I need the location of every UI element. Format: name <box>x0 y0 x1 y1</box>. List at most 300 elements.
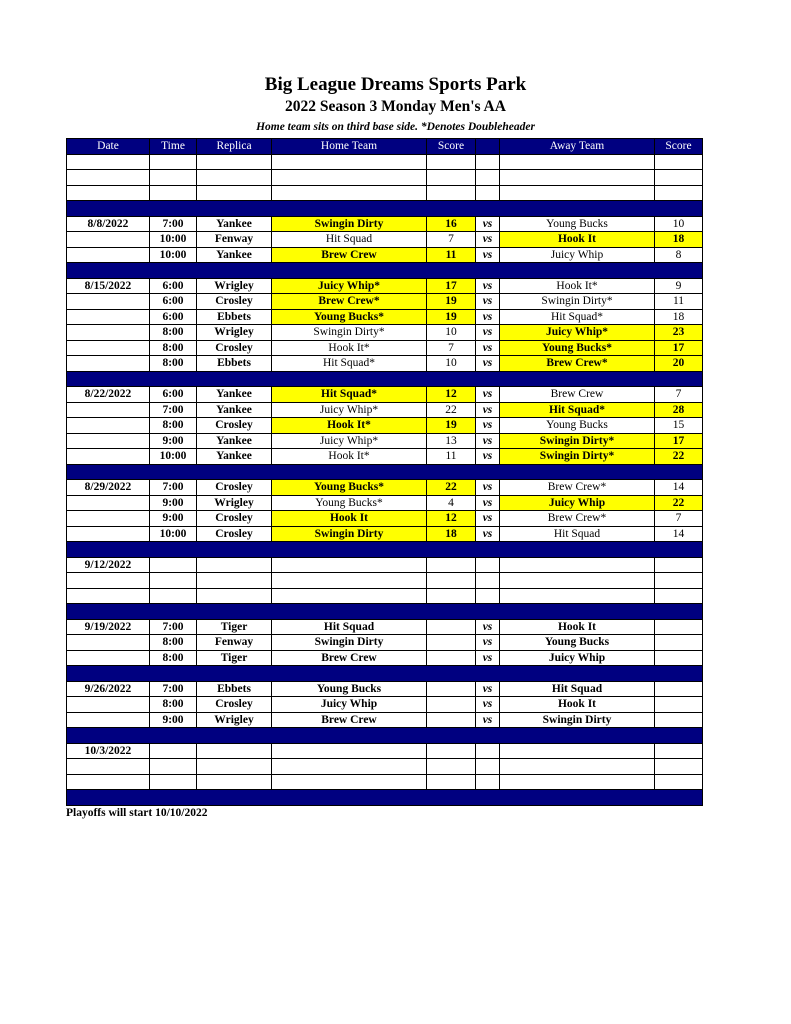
time-cell: 10:00 <box>150 232 197 248</box>
col-header-home-score: Score <box>427 139 476 155</box>
section-divider-row <box>67 666 703 682</box>
home-team-cell: Hook It* <box>272 418 427 434</box>
away-team-cell <box>500 759 655 775</box>
home-score-cell <box>427 743 476 759</box>
home-team-cell: Swingin Dirty <box>272 216 427 232</box>
date-cell <box>67 635 150 651</box>
home-team-cell: Brew Crew <box>272 712 427 728</box>
table-row <box>67 619 703 635</box>
home-score-cell: 19 <box>427 418 476 434</box>
home-score-cell <box>427 697 476 713</box>
section-divider <box>67 728 703 744</box>
away-score-cell <box>655 681 703 697</box>
away-team-cell <box>500 588 655 604</box>
away-score-cell: 14 <box>655 526 703 542</box>
date-cell <box>67 170 150 186</box>
time-cell: 8:00 <box>150 697 197 713</box>
away-score-cell: 10 <box>655 216 703 232</box>
replica-cell: Yankee <box>197 449 272 465</box>
replica-cell: Ebbets <box>197 681 272 697</box>
home-team-cell: Hit Squad <box>272 232 427 248</box>
away-score-cell: 22 <box>655 495 703 511</box>
replica-cell <box>197 588 272 604</box>
time-cell: 9:00 <box>150 511 197 527</box>
vs-cell: vs <box>476 418 500 434</box>
away-team-cell <box>500 743 655 759</box>
vs-cell: vs <box>476 232 500 248</box>
home-score-cell: 13 <box>427 433 476 449</box>
vs-cell: vs <box>476 387 500 403</box>
away-team-cell: Hook It <box>500 232 655 248</box>
time-cell: 7:00 <box>150 619 197 635</box>
table-row <box>67 526 703 542</box>
section-divider-row <box>67 728 703 744</box>
home-team-cell: Swingin Dirty <box>272 526 427 542</box>
home-score-cell: 7 <box>427 340 476 356</box>
table-row <box>67 294 703 310</box>
vs-cell: vs <box>476 294 500 310</box>
home-score-cell: 16 <box>427 216 476 232</box>
time-cell: 7:00 <box>150 402 197 418</box>
replica-cell <box>197 573 272 589</box>
playoffs-note: Playoffs will start 10/10/2022 <box>66 807 208 819</box>
date-cell <box>67 232 150 248</box>
date-cell <box>67 573 150 589</box>
table-header-row <box>67 139 703 155</box>
home-score-cell <box>427 557 476 573</box>
home-team-cell: Juicy Whip* <box>272 402 427 418</box>
vs-cell: vs <box>476 402 500 418</box>
home-team-cell: Juicy Whip* <box>272 433 427 449</box>
vs-cell: vs <box>476 325 500 341</box>
home-score-cell: 17 <box>427 278 476 294</box>
home-score-cell: 18 <box>427 526 476 542</box>
away-score-cell <box>655 573 703 589</box>
replica-cell: Yankee <box>197 247 272 263</box>
page-title: Big League Dreams Sports Park <box>264 74 527 95</box>
vs-cell: vs <box>476 697 500 713</box>
section-divider-row <box>67 542 703 558</box>
away-score-cell: 23 <box>655 325 703 341</box>
away-team-cell: Brew Crew* <box>500 511 655 527</box>
home-team-cell <box>272 759 427 775</box>
table-row <box>67 433 703 449</box>
home-team-cell <box>272 170 427 186</box>
table-row <box>67 247 703 263</box>
vs-cell <box>476 588 500 604</box>
time-cell: 8:00 <box>150 635 197 651</box>
replica-cell <box>197 759 272 775</box>
section-divider-row <box>67 371 703 387</box>
table-row <box>67 387 703 403</box>
home-score-cell <box>427 619 476 635</box>
date-cell <box>67 247 150 263</box>
home-team-cell <box>272 573 427 589</box>
replica-cell: Wrigley <box>197 495 272 511</box>
time-cell: 8:00 <box>150 325 197 341</box>
time-cell: 8:00 <box>150 418 197 434</box>
time-cell: 7:00 <box>150 681 197 697</box>
date-cell <box>67 356 150 372</box>
away-score-cell: 17 <box>655 340 703 356</box>
time-cell: 6:00 <box>150 387 197 403</box>
table-row <box>67 309 703 325</box>
replica-cell: Fenway <box>197 635 272 651</box>
section-divider <box>67 604 703 620</box>
away-score-cell <box>655 185 703 201</box>
replica-cell: Ebbets <box>197 309 272 325</box>
away-score-cell: 9 <box>655 278 703 294</box>
table-row <box>67 170 703 186</box>
home-team-cell: Young Bucks <box>272 681 427 697</box>
table-row <box>67 743 703 759</box>
time-cell: 10:00 <box>150 247 197 263</box>
away-score-cell <box>655 712 703 728</box>
away-team-cell <box>500 170 655 186</box>
date-cell <box>67 294 150 310</box>
section-divider <box>67 666 703 682</box>
away-team-cell: Hit Squad <box>500 526 655 542</box>
table-row <box>67 557 703 573</box>
date-cell: 8/8/2022 <box>67 216 150 232</box>
time-cell: 7:00 <box>150 216 197 232</box>
away-score-cell: 18 <box>655 309 703 325</box>
away-score-cell: 17 <box>655 433 703 449</box>
replica-cell: Crosley <box>197 418 272 434</box>
date-cell: 8/22/2022 <box>67 387 150 403</box>
home-team-cell: Hook It <box>272 511 427 527</box>
vs-cell: vs <box>476 650 500 666</box>
col-header-time: Time <box>150 139 197 155</box>
away-team-cell: Swingin Dirty <box>500 712 655 728</box>
replica-cell: Crosley <box>197 526 272 542</box>
home-team-cell <box>272 743 427 759</box>
away-team-cell: Hook It <box>500 619 655 635</box>
replica-cell: Crosley <box>197 480 272 496</box>
home-score-cell: 11 <box>427 449 476 465</box>
time-cell: 6:00 <box>150 309 197 325</box>
date-cell <box>67 449 150 465</box>
away-team-cell: Hit Squad* <box>500 309 655 325</box>
section-divider-row <box>67 201 703 217</box>
away-team-cell: Swingin Dirty* <box>500 294 655 310</box>
home-team-cell: Hit Squad* <box>272 387 427 403</box>
date-cell <box>67 650 150 666</box>
section-divider-row <box>67 263 703 279</box>
vs-cell: vs <box>476 247 500 263</box>
col-header-date: Date <box>67 139 150 155</box>
vs-cell <box>476 170 500 186</box>
away-score-cell <box>655 743 703 759</box>
away-score-cell: 7 <box>655 511 703 527</box>
table-row <box>67 449 703 465</box>
home-score-cell: 7 <box>427 232 476 248</box>
home-team-cell: Juicy Whip <box>272 697 427 713</box>
date-cell <box>67 511 150 527</box>
date-cell <box>67 185 150 201</box>
away-score-cell: 18 <box>655 232 703 248</box>
home-score-cell: 19 <box>427 309 476 325</box>
vs-cell: vs <box>476 216 500 232</box>
table-row <box>67 325 703 341</box>
date-cell <box>67 759 150 775</box>
away-team-cell: Juicy Whip <box>500 650 655 666</box>
time-cell <box>150 170 197 186</box>
col-header-away-score: Score <box>655 139 703 155</box>
away-score-cell <box>655 774 703 790</box>
away-score-cell: 28 <box>655 402 703 418</box>
away-score-cell <box>655 697 703 713</box>
replica-cell: Crosley <box>197 511 272 527</box>
table-row <box>67 232 703 248</box>
table-row <box>67 712 703 728</box>
replica-cell: Yankee <box>197 402 272 418</box>
section-divider <box>67 201 703 217</box>
table-row <box>67 650 703 666</box>
replica-cell: Wrigley <box>197 278 272 294</box>
home-score-cell: 10 <box>427 356 476 372</box>
vs-cell: vs <box>476 340 500 356</box>
replica-cell: Tiger <box>197 650 272 666</box>
home-team-cell: Young Bucks* <box>272 480 427 496</box>
home-team-cell: Brew Crew <box>272 247 427 263</box>
date-cell <box>67 526 150 542</box>
time-cell: 6:00 <box>150 278 197 294</box>
table-row <box>67 573 703 589</box>
home-team-cell <box>272 774 427 790</box>
table-row <box>67 635 703 651</box>
date-cell <box>67 402 150 418</box>
away-score-cell <box>655 650 703 666</box>
date-cell <box>67 712 150 728</box>
home-score-cell <box>427 588 476 604</box>
date-cell <box>67 325 150 341</box>
replica-cell: Crosley <box>197 697 272 713</box>
away-team-cell: Hit Squad <box>500 681 655 697</box>
table-row <box>67 511 703 527</box>
home-score-cell: 12 <box>427 511 476 527</box>
away-score-cell <box>655 759 703 775</box>
section-divider <box>67 371 703 387</box>
vs-cell: vs <box>476 511 500 527</box>
table-row <box>67 588 703 604</box>
home-score-cell: 22 <box>427 480 476 496</box>
away-score-cell: 8 <box>655 247 703 263</box>
vs-cell: vs <box>476 278 500 294</box>
vs-cell: vs <box>476 480 500 496</box>
replica-cell <box>197 185 272 201</box>
time-cell <box>150 573 197 589</box>
home-score-cell <box>427 170 476 186</box>
time-cell: 10:00 <box>150 449 197 465</box>
page-note: Home team sits on third base side. *Denotes Doubleheader <box>256 121 535 133</box>
time-cell: 8:00 <box>150 340 197 356</box>
table-row <box>67 759 703 775</box>
vs-cell <box>476 759 500 775</box>
table-row <box>67 185 703 201</box>
schedule-table <box>66 138 703 806</box>
replica-cell: Yankee <box>197 216 272 232</box>
away-team-cell: Swingin Dirty* <box>500 449 655 465</box>
away-team-cell: Young Bucks <box>500 635 655 651</box>
table-row <box>67 774 703 790</box>
date-cell: 9/26/2022 <box>67 681 150 697</box>
vs-cell: vs <box>476 681 500 697</box>
away-score-cell: 14 <box>655 480 703 496</box>
vs-cell: vs <box>476 433 500 449</box>
away-team-cell: Juicy Whip <box>500 247 655 263</box>
table-row <box>67 697 703 713</box>
away-team-cell: Brew Crew* <box>500 356 655 372</box>
replica-cell <box>197 557 272 573</box>
time-cell <box>150 759 197 775</box>
replica-cell: Crosley <box>197 340 272 356</box>
home-team-cell: Hit Squad* <box>272 356 427 372</box>
section-divider-row <box>67 604 703 620</box>
replica-cell: Crosley <box>197 294 272 310</box>
time-cell: 10:00 <box>150 526 197 542</box>
away-score-cell: 20 <box>655 356 703 372</box>
time-cell <box>150 774 197 790</box>
vs-cell: vs <box>476 635 500 651</box>
time-cell: 9:00 <box>150 495 197 511</box>
home-score-cell <box>427 759 476 775</box>
date-cell <box>67 309 150 325</box>
table-row <box>67 340 703 356</box>
time-cell: 8:00 <box>150 650 197 666</box>
time-cell: 9:00 <box>150 433 197 449</box>
time-cell: 8:00 <box>150 356 197 372</box>
table-row <box>67 418 703 434</box>
date-cell <box>67 495 150 511</box>
time-cell <box>150 557 197 573</box>
away-team-cell <box>500 557 655 573</box>
home-team-cell: Swingin Dirty <box>272 635 427 651</box>
home-team-cell: Young Bucks* <box>272 309 427 325</box>
home-team-cell <box>272 154 427 170</box>
replica-cell: Fenway <box>197 232 272 248</box>
away-team-cell <box>500 185 655 201</box>
replica-cell: Wrigley <box>197 325 272 341</box>
home-score-cell <box>427 185 476 201</box>
table-row <box>67 154 703 170</box>
col-header-away-team: Away Team <box>500 139 655 155</box>
replica-cell: Ebbets <box>197 356 272 372</box>
home-team-cell: Brew Crew* <box>272 294 427 310</box>
home-team-cell <box>272 185 427 201</box>
home-score-cell <box>427 635 476 651</box>
home-team-cell <box>272 557 427 573</box>
away-team-cell: Hook It <box>500 697 655 713</box>
date-cell <box>67 418 150 434</box>
away-score-cell <box>655 154 703 170</box>
home-score-cell: 10 <box>427 325 476 341</box>
replica-cell: Yankee <box>197 387 272 403</box>
table-row <box>67 480 703 496</box>
away-score-cell: 22 <box>655 449 703 465</box>
away-score-cell: 15 <box>655 418 703 434</box>
home-score-cell <box>427 712 476 728</box>
home-team-cell: Hit Squad <box>272 619 427 635</box>
time-cell <box>150 185 197 201</box>
away-team-cell <box>500 573 655 589</box>
away-score-cell: 11 <box>655 294 703 310</box>
date-cell <box>67 774 150 790</box>
schedule-body <box>67 154 703 805</box>
date-cell <box>67 433 150 449</box>
away-team-cell <box>500 774 655 790</box>
away-team-cell: Young Bucks <box>500 418 655 434</box>
vs-cell <box>476 557 500 573</box>
time-cell <box>150 743 197 759</box>
time-cell: 9:00 <box>150 712 197 728</box>
table-row <box>67 356 703 372</box>
time-cell: 7:00 <box>150 480 197 496</box>
vs-cell: vs <box>476 619 500 635</box>
home-score-cell: 11 <box>427 247 476 263</box>
date-cell: 9/19/2022 <box>67 619 150 635</box>
away-team-cell: Hook It* <box>500 278 655 294</box>
replica-cell <box>197 743 272 759</box>
col-header-home-team: Home Team <box>272 139 427 155</box>
vs-cell: vs <box>476 526 500 542</box>
section-divider-row <box>67 464 703 480</box>
home-team-cell: Hook It* <box>272 340 427 356</box>
col-header-vs <box>476 139 500 155</box>
date-cell <box>67 697 150 713</box>
home-team-cell: Young Bucks* <box>272 495 427 511</box>
vs-cell <box>476 743 500 759</box>
home-score-cell: 4 <box>427 495 476 511</box>
away-score-cell <box>655 170 703 186</box>
section-divider <box>67 542 703 558</box>
home-team-cell: Brew Crew <box>272 650 427 666</box>
away-score-cell <box>655 588 703 604</box>
page-subtitle: 2022 Season 3 Monday Men's AA <box>285 98 506 115</box>
replica-cell <box>197 774 272 790</box>
vs-cell: vs <box>476 449 500 465</box>
date-cell: 8/29/2022 <box>67 480 150 496</box>
table-row <box>67 278 703 294</box>
home-team-cell <box>272 588 427 604</box>
vs-cell: vs <box>476 309 500 325</box>
away-team-cell: Brew Crew <box>500 387 655 403</box>
away-team-cell: Swingin Dirty* <box>500 433 655 449</box>
table-row <box>67 495 703 511</box>
section-divider <box>67 464 703 480</box>
home-team-cell: Swingin Dirty* <box>272 325 427 341</box>
away-team-cell: Brew Crew* <box>500 480 655 496</box>
home-score-cell <box>427 774 476 790</box>
time-cell <box>150 154 197 170</box>
away-score-cell: 7 <box>655 387 703 403</box>
vs-cell: vs <box>476 356 500 372</box>
time-cell <box>150 588 197 604</box>
vs-cell <box>476 185 500 201</box>
table-row <box>67 402 703 418</box>
vs-cell <box>476 154 500 170</box>
section-divider-row <box>67 790 703 806</box>
home-score-cell: 12 <box>427 387 476 403</box>
date-cell: 9/12/2022 <box>67 557 150 573</box>
home-score-cell: 22 <box>427 402 476 418</box>
replica-cell <box>197 170 272 186</box>
replica-cell: Yankee <box>197 433 272 449</box>
home-team-cell: Juicy Whip* <box>272 278 427 294</box>
away-team-cell: Young Bucks* <box>500 340 655 356</box>
away-score-cell <box>655 557 703 573</box>
home-score-cell <box>427 573 476 589</box>
